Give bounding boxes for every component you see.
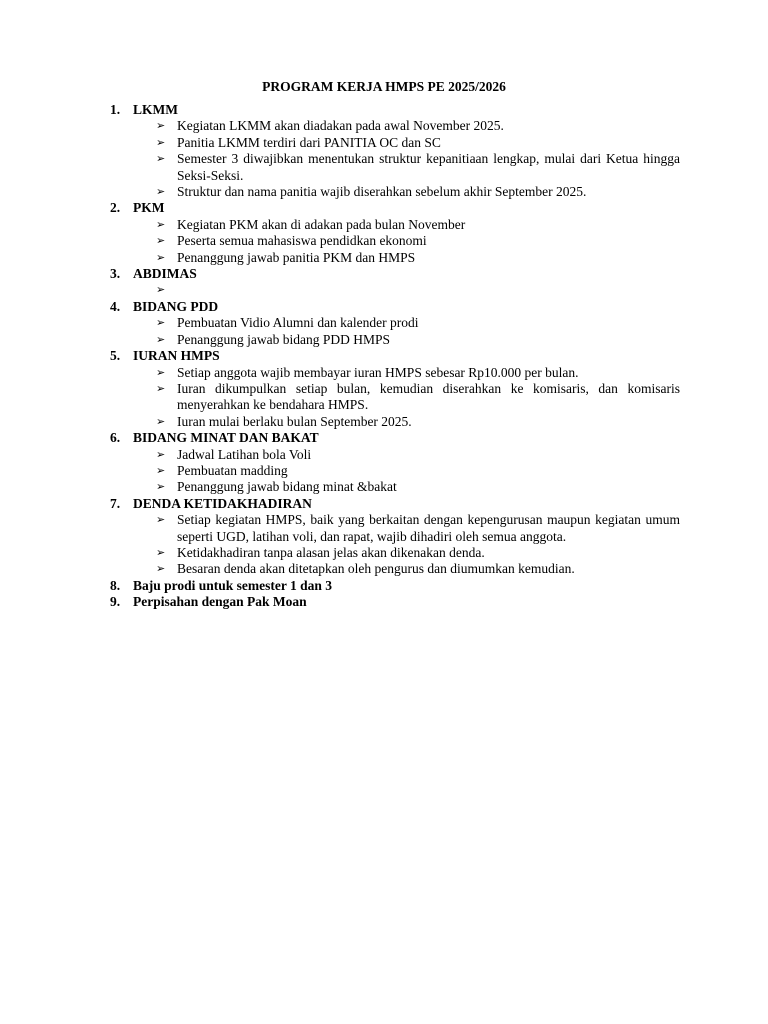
section-title: ABDIMAS xyxy=(133,266,197,282)
list-item xyxy=(110,463,680,479)
arrow-bullet-icon: ➢ xyxy=(156,316,166,330)
program-section xyxy=(110,578,680,594)
program-section xyxy=(110,496,680,578)
arrow-bullet-icon: ➢ xyxy=(156,381,166,395)
list-item xyxy=(110,447,680,463)
section-heading xyxy=(110,578,680,594)
list-item-text: Iuran dikumpulkan setiap bulan, kemudian diserahkan ke komisaris, dan komisaris menyerahkan ke bendahara HMPS. xyxy=(177,380,680,413)
arrow-bullet-icon: ➢ xyxy=(156,332,166,346)
section-number: 5. xyxy=(110,348,121,364)
list-item xyxy=(110,365,680,381)
arrow-bullet-icon: ➢ xyxy=(156,447,166,461)
section-title: DENDA KETIDAKHADIRAN xyxy=(133,495,312,511)
arrow-bullet-icon: ➢ xyxy=(156,463,166,477)
list-item-text: Panitia LKMM terdiri dari PANITIA OC dan SC xyxy=(177,134,441,150)
section-items xyxy=(110,365,680,431)
section-heading xyxy=(110,430,680,446)
arrow-bullet-icon: ➢ xyxy=(156,250,166,264)
section-title: LKMM xyxy=(133,102,178,117)
program-section xyxy=(110,299,680,348)
section-items xyxy=(110,217,680,266)
list-item xyxy=(110,118,680,134)
section-number: 6. xyxy=(110,430,121,446)
list-item-text: Besaran denda akan ditetapkan oleh pengurus dan diumumkan kemudian. xyxy=(177,561,575,577)
list-item xyxy=(110,561,680,577)
list-item-text: Struktur dan nama panitia wajib diserahkan sebelum akhir September 2025. xyxy=(177,184,587,200)
arrow-bullet-icon: ➢ xyxy=(156,480,166,494)
list-item-text: Kegiatan PKM akan di adakan pada bulan November xyxy=(177,216,466,232)
arrow-bullet-icon: ➢ xyxy=(156,135,166,149)
program-section xyxy=(110,430,680,496)
section-heading xyxy=(110,594,680,610)
list-item xyxy=(110,512,680,545)
section-number: 8. xyxy=(110,577,121,593)
list-item xyxy=(110,184,680,200)
arrow-bullet-icon: ➢ xyxy=(156,545,166,559)
program-section xyxy=(110,594,680,610)
arrow-bullet-icon: ➢ xyxy=(156,152,166,166)
list-item xyxy=(110,332,680,348)
section-items xyxy=(110,447,680,496)
list-item xyxy=(110,479,680,495)
list-item-text: Setiap anggota wajib membayar iuran HMPS sebesar Rp10.000 per bulan. xyxy=(177,364,579,380)
arrow-bullet-icon: ➢ xyxy=(156,119,166,133)
list-item-text: Pembuatan Vidio Alumni dan kalender prodi xyxy=(177,315,419,331)
list-item-text xyxy=(177,282,680,298)
list-item xyxy=(110,414,680,430)
program-list xyxy=(110,102,680,611)
list-item-text: Pembuatan madding xyxy=(177,462,288,478)
list-item xyxy=(110,250,680,266)
section-title: BIDANG PDD xyxy=(133,298,219,314)
arrow-bullet-icon: ➢ xyxy=(156,283,166,297)
section-number: 4. xyxy=(110,298,121,314)
program-section xyxy=(110,348,680,430)
list-item-text: Semester 3 diwajibkan menentukan struktur kepanitiaan lengkap, mulai dari Ketua hingga Seksi-Seksi. xyxy=(177,151,680,183)
section-number: 3. xyxy=(110,266,121,282)
arrow-bullet-icon: ➢ xyxy=(156,234,166,248)
arrow-bullet-icon: ➢ xyxy=(156,365,166,379)
section-heading xyxy=(110,102,680,118)
section-number: 7. xyxy=(110,495,121,511)
section-number: 9. xyxy=(110,594,121,610)
list-item xyxy=(110,233,680,249)
section-items xyxy=(110,315,680,348)
list-item xyxy=(110,135,680,151)
section-heading xyxy=(110,299,680,315)
list-item xyxy=(110,315,680,331)
section-number: 2. xyxy=(110,200,121,216)
list-item-text: Peserta semua mahasiswa pendidkan ekonomi xyxy=(177,233,427,249)
list-item xyxy=(110,282,680,298)
list-item-text: Setiap kegiatan HMPS, baik yang berkaitan dengan kepengurusan maupun kegiatan umum seperti UGD, latihan voli, dan rapat, wajib dihadiri oleh semua anggota. xyxy=(177,512,680,544)
section-number: 1. xyxy=(110,102,121,117)
section-title: BIDANG MINAT DAN BAKAT xyxy=(133,430,319,446)
program-section xyxy=(110,200,680,266)
list-item xyxy=(110,381,680,414)
list-item xyxy=(110,151,680,184)
section-heading xyxy=(110,496,680,512)
list-item-text: Penanggung jawab bidang PDD HMPS xyxy=(177,331,390,347)
section-items xyxy=(110,118,680,200)
list-item xyxy=(110,545,680,561)
section-title: Baju prodi untuk semester 1 dan 3 xyxy=(133,577,333,593)
list-item-text: Penanggung jawab panitia PKM dan HMPS xyxy=(177,249,416,265)
arrow-bullet-icon: ➢ xyxy=(156,513,166,527)
document-title: PROGRAM KERJA HMPS PE 2025/2026 xyxy=(262,79,506,94)
section-title: Perpisahan dengan Pak Moan xyxy=(133,594,307,610)
list-item-text: Penanggung jawab bidang minat &bakat xyxy=(177,479,397,495)
list-item xyxy=(110,217,680,233)
program-section xyxy=(110,102,680,200)
section-title: IURAN HMPS xyxy=(133,348,220,364)
list-item-text: Kegiatan LKMM akan diadakan pada awal November 2025. xyxy=(177,118,504,134)
arrow-bullet-icon: ➢ xyxy=(156,185,166,199)
program-section xyxy=(110,266,680,299)
section-items xyxy=(110,282,680,298)
arrow-bullet-icon: ➢ xyxy=(156,217,166,231)
list-item-text: Iuran mulai berlaku bulan September 2025. xyxy=(177,413,412,429)
section-title: PKM xyxy=(133,200,165,216)
arrow-bullet-icon: ➢ xyxy=(156,562,166,576)
arrow-bullet-icon: ➢ xyxy=(156,414,166,428)
section-heading xyxy=(110,348,680,364)
section-items xyxy=(110,512,680,578)
section-heading xyxy=(110,266,680,282)
list-item-text: Ketidakhadiran tanpa alasan jelas akan dikenakan denda. xyxy=(177,544,485,560)
section-heading xyxy=(110,200,680,216)
list-item-text: Jadwal Latihan bola Voli xyxy=(177,446,312,462)
